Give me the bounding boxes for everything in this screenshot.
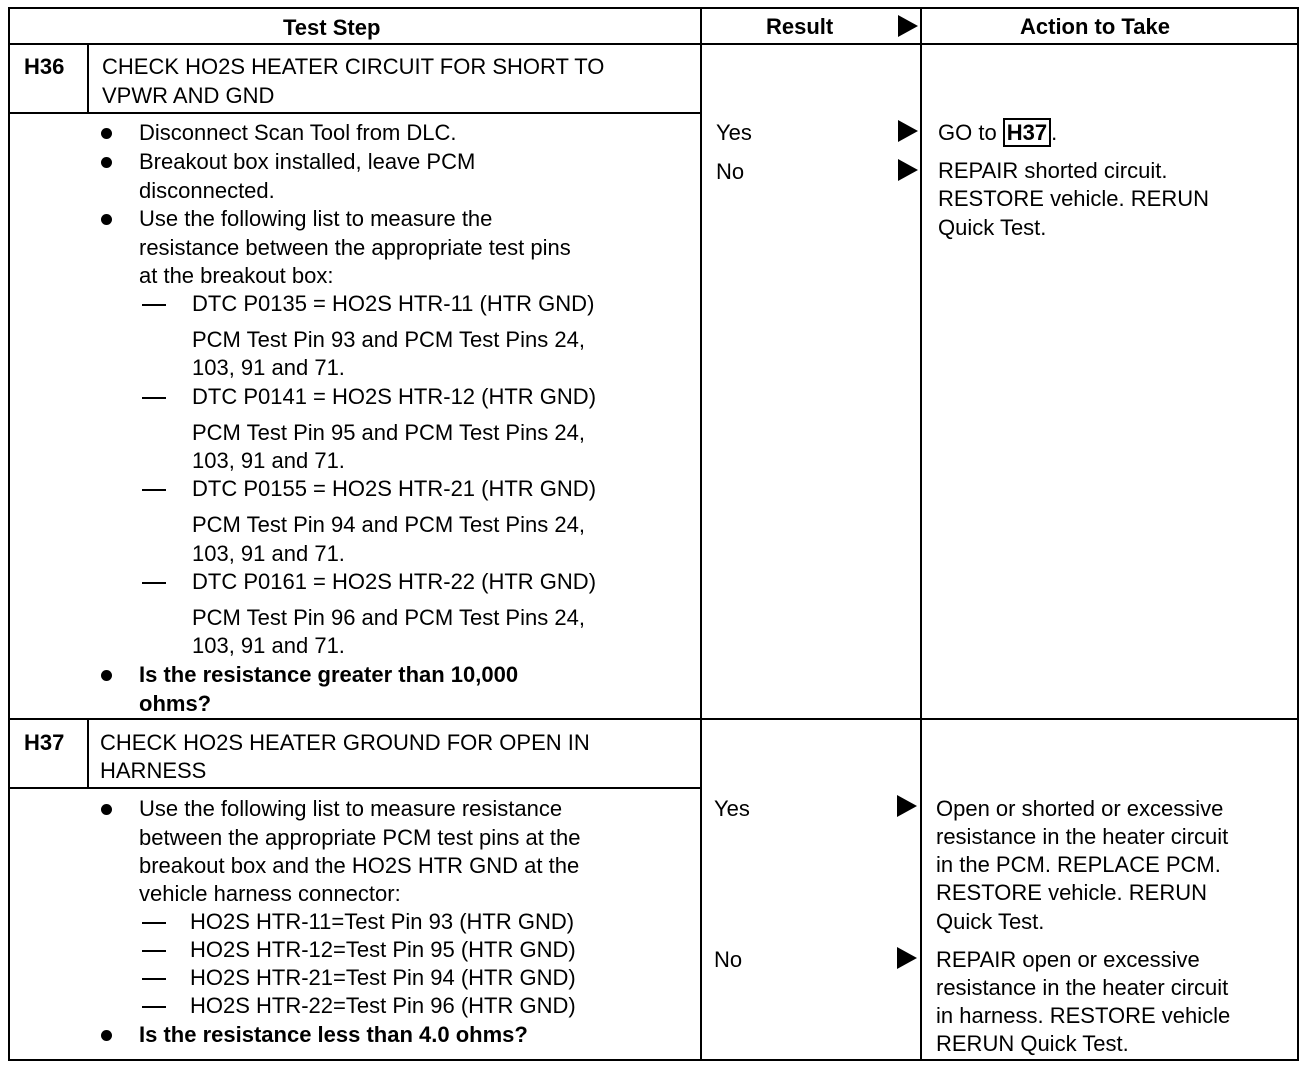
h36-id-divider <box>87 43 89 113</box>
h36-dtc-label: DTC P0155 = HO2S HTR-21 (HTR GND) <box>192 476 597 501</box>
bullet-icon <box>101 1030 112 1041</box>
header-arrow-icon <box>898 15 918 37</box>
h37-no-action-line: resistance in the heater circuit <box>936 975 1229 1000</box>
header-result: Result <box>766 14 834 39</box>
dash-icon <box>142 1006 166 1008</box>
h36-result-no: No <box>716 159 745 184</box>
h37-step-link[interactable]: H37 <box>1003 118 1051 147</box>
arrow-right-icon <box>898 120 918 142</box>
header-action: Action to Take <box>1020 14 1170 39</box>
h36-bullet-3-line: resistance between the appropriate test pins <box>139 235 571 260</box>
h37-list-item: HO2S HTR-11=Test Pin 93 (HTR GND) <box>190 909 575 934</box>
h36-dtc-pins: 103, 91 and 71. <box>192 633 345 658</box>
h37-list-item: HO2S HTR-21=Test Pin 94 (HTR GND) <box>190 965 576 990</box>
h36-dtc-pins: 103, 91 and 71. <box>192 541 345 566</box>
h36-no-action-line: RESTORE vehicle. RERUN <box>938 186 1209 211</box>
h36-step-id: H36 <box>24 54 65 79</box>
h37-bullet-1-line: Use the following list to measure resistance <box>139 796 563 821</box>
h36-yes-action <box>938 119 1057 148</box>
h36-title-divider <box>8 112 701 114</box>
h37-no-action-line: in harness. RESTORE vehicle <box>936 1003 1231 1028</box>
h37-list-item: HO2S HTR-22=Test Pin 96 (HTR GND) <box>190 993 576 1018</box>
header-test-step: Test Step <box>283 15 381 40</box>
h36-dtc-label: DTC P0135 = HO2S HTR-11 (HTR GND) <box>192 291 595 316</box>
h37-step-id: H37 <box>24 730 65 755</box>
h37-question: Is the resistance less than 4.0 ohms? <box>139 1022 528 1047</box>
h37-no-action-line: REPAIR open or excessive <box>936 947 1200 972</box>
h36-yes-action-suffix: . <box>1051 120 1058 145</box>
h37-bullet-1-line: vehicle harness connector: <box>139 881 401 906</box>
h37-title-divider <box>8 787 701 789</box>
h37-yes-action-line: RESTORE vehicle. RERUN <box>936 880 1207 905</box>
bullet-icon <box>101 157 112 168</box>
dash-icon <box>142 304 166 306</box>
h36-question-line: Is the resistance greater than 10,000 <box>139 662 519 687</box>
dash-icon <box>142 922 166 924</box>
dash-icon <box>142 489 166 491</box>
h36-result-yes: Yes <box>716 120 752 145</box>
arrow-right-icon <box>898 159 918 181</box>
arrow-right-icon <box>897 947 917 969</box>
h36-bullet-3-line: Use the following list to measure the <box>139 206 493 231</box>
h37-yes-action-line: in the PCM. REPLACE PCM. <box>936 852 1221 877</box>
bullet-icon <box>101 670 112 681</box>
dash-icon <box>142 950 166 952</box>
h36-title-line: CHECK HO2S HEATER CIRCUIT FOR SHORT TO <box>102 54 605 79</box>
h37-no-action-line: RERUN Quick Test. <box>936 1031 1129 1056</box>
h37-yes-action-line: resistance in the heater circuit <box>936 824 1229 849</box>
h36-dtc-label: DTC P0141 = HO2S HTR-12 (HTR GND) <box>192 384 597 409</box>
h36-bullet-3-line: at the breakout box: <box>139 263 334 288</box>
bullet-icon <box>101 128 112 139</box>
h37-title-line: HARNESS <box>100 758 207 783</box>
h37-bullet-1-line: between the appropriate PCM test pins at the <box>139 825 581 850</box>
h36-yes-action-prefix: GO to <box>938 120 1003 145</box>
bullet-icon <box>101 214 112 225</box>
dash-icon <box>142 397 166 399</box>
h37-title-line: CHECK HO2S HEATER GROUND FOR OPEN IN <box>100 730 590 755</box>
bullet-icon <box>101 804 112 815</box>
step-result-divider <box>700 7 702 1061</box>
h37-result-no: No <box>714 947 743 972</box>
h36-dtc-pins: 103, 91 and 71. <box>192 448 345 473</box>
h36-dtc-label: DTC P0161 = HO2S HTR-22 (HTR GND) <box>192 569 597 594</box>
h36-dtc-pins: PCM Test Pin 96 and PCM Test Pins 24, <box>192 605 585 630</box>
dash-icon <box>142 582 166 584</box>
h37-yes-action-line: Quick Test. <box>936 909 1045 934</box>
h36-dtc-pins: PCM Test Pin 93 and PCM Test Pins 24, <box>192 327 585 352</box>
dash-icon <box>142 978 166 980</box>
h36-no-action-line: REPAIR shorted circuit. <box>938 158 1168 183</box>
h36-dtc-pins: 103, 91 and 71. <box>192 355 345 380</box>
h36-bullet-1: Disconnect Scan Tool from DLC. <box>139 120 457 145</box>
h37-yes-action-line: Open or shorted or excessive <box>936 796 1224 821</box>
h37-id-divider <box>87 718 89 788</box>
h37-list-item: HO2S HTR-12=Test Pin 95 (HTR GND) <box>190 937 576 962</box>
h36-bullet-2-line: Breakout box installed, leave PCM <box>139 149 476 174</box>
h36-title-line: VPWR AND GND <box>102 83 275 108</box>
h37-bullet-1-line: breakout box and the HO2S HTR GND at the <box>139 853 580 878</box>
result-action-divider <box>920 7 922 1061</box>
h36-dtc-pins: PCM Test Pin 95 and PCM Test Pins 24, <box>192 420 585 445</box>
h36-bullet-2-line: disconnected. <box>139 178 275 203</box>
h36-question-line: ohms? <box>139 691 212 716</box>
h36-no-action-line: Quick Test. <box>938 215 1047 240</box>
header-divider <box>8 43 1299 45</box>
arrow-right-icon <box>897 795 917 817</box>
h36-dtc-pins: PCM Test Pin 94 and PCM Test Pins 24, <box>192 512 585 537</box>
h37-result-yes: Yes <box>714 796 750 821</box>
